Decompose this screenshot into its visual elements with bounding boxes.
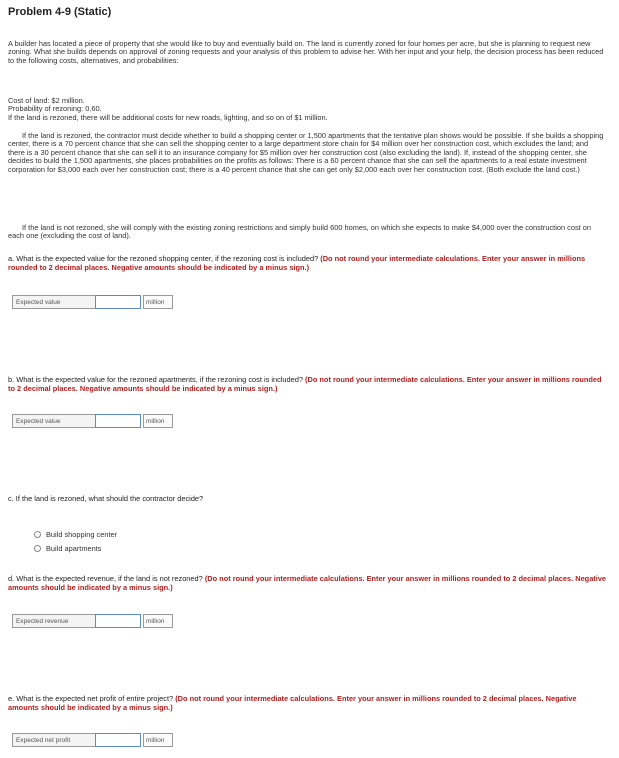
question-e-text: e. What is the expected net profit of entire project? — [8, 694, 174, 703]
question-b-instruction: (Do not round your intermediate calculations. Enter your answer in millions rounded to 2 decimal places. Negative amounts should be indicated by a minus sign.) — [8, 375, 602, 393]
problem-title: Problem 4-9 (Static) — [8, 6, 112, 18]
question-c — [8, 494, 608, 503]
rezoned-paragraph: If the land is rezoned, the contractor must decide whether to build a shopping center or 1,500 apartments that the tentative plan shows would be possible. If she builds a shopping center, there is a 70 percent chance that she can sell the shopping center to a large department store chain for $4 million over her construction cost, which excludes the land; and there is a 30 percent chance that she can sell it to an insurance company for $5 million over her construction cost (also excluding the land). If, instead of the shopping center, she decides to build the 1,500 apartments, she places probabilities on the profits as follows: There is a 60 percent chance that she can sell the apartments to a real estate investment corporation for $3,000 each over her construction cost; there is a 40 percent chance that she can get only $2,000 each over her construction cost. (Both exclude the land cost.) — [8, 131, 604, 174]
question-a-text: a. What is the expected value for the rezoned shopping center, if the rezoning cost is included? — [8, 254, 319, 263]
answer-d-label: Expected revenue — [12, 614, 96, 628]
answer-e-input[interactable] — [95, 733, 141, 747]
question-b — [8, 375, 608, 393]
question-e-instruction: (Do not round your intermediate calculations. Enter your answer in millions rounded to 2 decimal places. Negative amounts should be indicated by a minus sign.) — [8, 694, 577, 712]
fact-land-cost: Cost of land: $2 million. — [8, 96, 85, 105]
not-rezoned-paragraph: If the land is not rezoned, she will comply with the existing zoning restrictions and simply build 600 homes, on which she expects to make $4,000 over the construction cost on each one (excluding the cost of land). — [8, 223, 591, 241]
question-b-text: b. What is the expected value for the rezoned apartments, if the rezoning cost is included? — [8, 375, 303, 384]
radio-shopping-center-label: Build shopping center — [46, 529, 118, 539]
answer-a-input[interactable] — [95, 295, 141, 309]
question-d-text: d. What is the expected revenue, if the land is not rezoned? — [8, 574, 203, 583]
radio-circle-icon[interactable] — [34, 545, 41, 552]
answer-b-unit: million — [143, 414, 173, 428]
fact-additional-costs: If the land is rezoned, there will be additional costs for new roads, lighting, and so on of $1 million. — [8, 113, 328, 122]
answer-row-e — [12, 733, 173, 747]
answer-a-label: Expected value — [12, 295, 96, 309]
answer-b-label: Expected value — [12, 414, 96, 428]
answer-b-input[interactable] — [95, 414, 141, 428]
question-a — [8, 254, 608, 272]
question-e — [8, 694, 608, 712]
radio-build-apartments[interactable] — [34, 541, 117, 555]
answer-row-d — [12, 614, 173, 628]
answer-row-a — [12, 295, 173, 309]
answer-d-input[interactable] — [95, 614, 141, 628]
question-a-instruction: (Do not round your intermediate calculations. Enter your answer in millions rounded to 2 decimal places. Negative amounts should be indicated by a minus sign.) — [8, 254, 586, 272]
radio-circle-icon[interactable] — [34, 531, 41, 538]
decision-radio-group — [34, 527, 117, 555]
question-d-instruction: (Do not round your intermediate calculations. Enter your answer in millions rounded to 2 decimal places. Negative amounts should be indicated by a minus sign.) — [8, 574, 607, 592]
answer-e-label: Expected net profit — [12, 733, 96, 747]
answer-row-b — [12, 414, 173, 428]
answer-a-unit: million — [143, 295, 173, 309]
question-d — [8, 574, 608, 592]
intro-paragraph: A builder has located a piece of property that she would like to buy and eventually build on. The land is currently zoned for four homes per acre, but she is planning to request new zoning. What she builds depends on approval of zoning requests and your analysis of this problem to advise her. With her input and your help, the decision process has been reduced to the following costs, alternatives, and probabilities: — [8, 39, 604, 65]
fact-rezoning-probability: Probability of rezoning: 0.60. — [8, 104, 102, 113]
answer-d-unit: million — [143, 614, 173, 628]
question-c-text: c. If the land is rezoned, what should the contractor decide? — [8, 494, 204, 503]
answer-e-unit: million — [143, 733, 173, 747]
radio-apartments-label: Build apartments — [46, 543, 102, 553]
radio-build-shopping-center[interactable] — [34, 527, 117, 541]
